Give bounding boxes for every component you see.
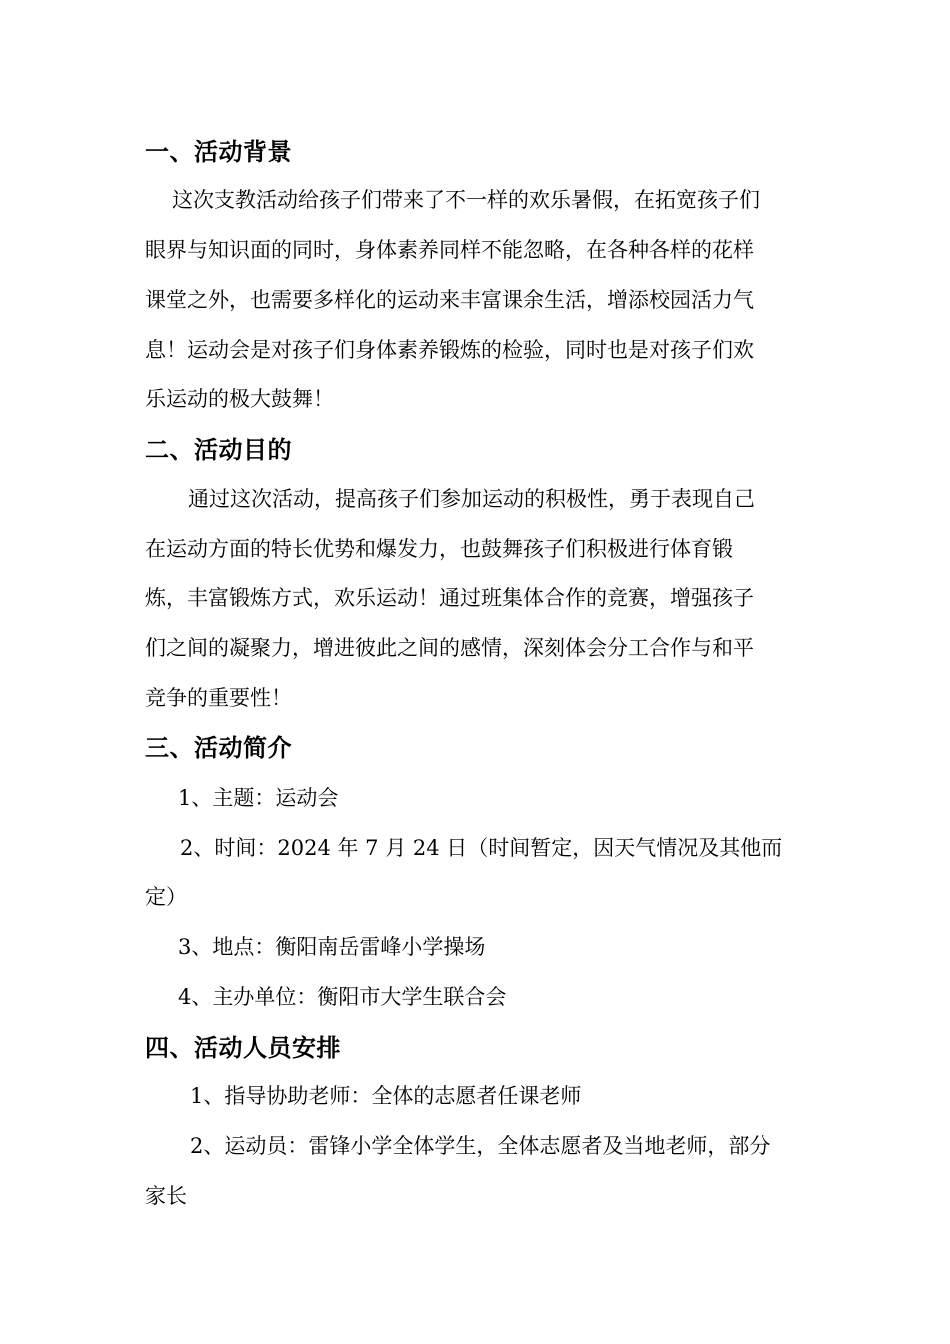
section-heading-introduction: 三、活动简介 [145,734,292,762]
list-item-athletes: 2、运动员：雷锋小学全体学生，全体志愿者及当地老师，部分 [190,1134,771,1158]
paragraph-line: 眼界与知识面的同时，身体素养同样不能忽略，在各种各样的花样 [145,238,754,262]
list-item-time-continued: 定） [145,885,187,909]
list-item-time: 2、时间：2024 年 7 月 24 日（时间暂定，因天气情况及其他而 [180,836,783,860]
list-item-athletes-continued: 家长 [145,1184,187,1208]
section-heading-staffing: 四、活动人员安排 [145,1034,341,1062]
list-item-teachers: 1、指导协助老师：全体的志愿者任课老师 [190,1084,582,1108]
paragraph-line: 在运动方面的特长优势和爆发力，也鼓舞孩子们积极进行体育锻 [145,537,733,561]
paragraph-line: 这次支教活动给孩子们带来了不一样的欢乐暑假，在拓宽孩子们 [172,188,760,212]
paragraph-line: 通过这次活动，提高孩子们参加运动的积极性，勇于表现自己 [188,487,755,511]
paragraph-line: 乐运动的极大鼓舞！ [145,387,334,411]
paragraph-line: 课堂之外，也需要多样化的运动来丰富课余生活，增添校园活力气 [145,288,754,312]
list-item-theme: 1、主题：运动会 [178,786,339,810]
paragraph-line: 息！运动会是对孩子们身体素养锻炼的检验，同时也是对孩子们欢 [145,338,754,362]
section-heading-purpose: 二、活动目的 [145,436,292,464]
list-item-location: 3、地点：衡阳南岳雷峰小学操场 [178,935,486,959]
paragraph-line: 炼，丰富锻炼方式，欢乐运动！通过班集体合作的竞赛，增强孩子 [145,586,754,610]
list-item-organizer: 4、主办单位：衡阳市大学生联合会 [178,985,507,1009]
section-heading-background: 一、活动背景 [145,138,292,166]
paragraph-line: 竞争的重要性！ [145,686,292,710]
paragraph-line: 们之间的凝聚力，增进彼此之间的感情，深刻体会分工合作与和平 [145,636,754,660]
